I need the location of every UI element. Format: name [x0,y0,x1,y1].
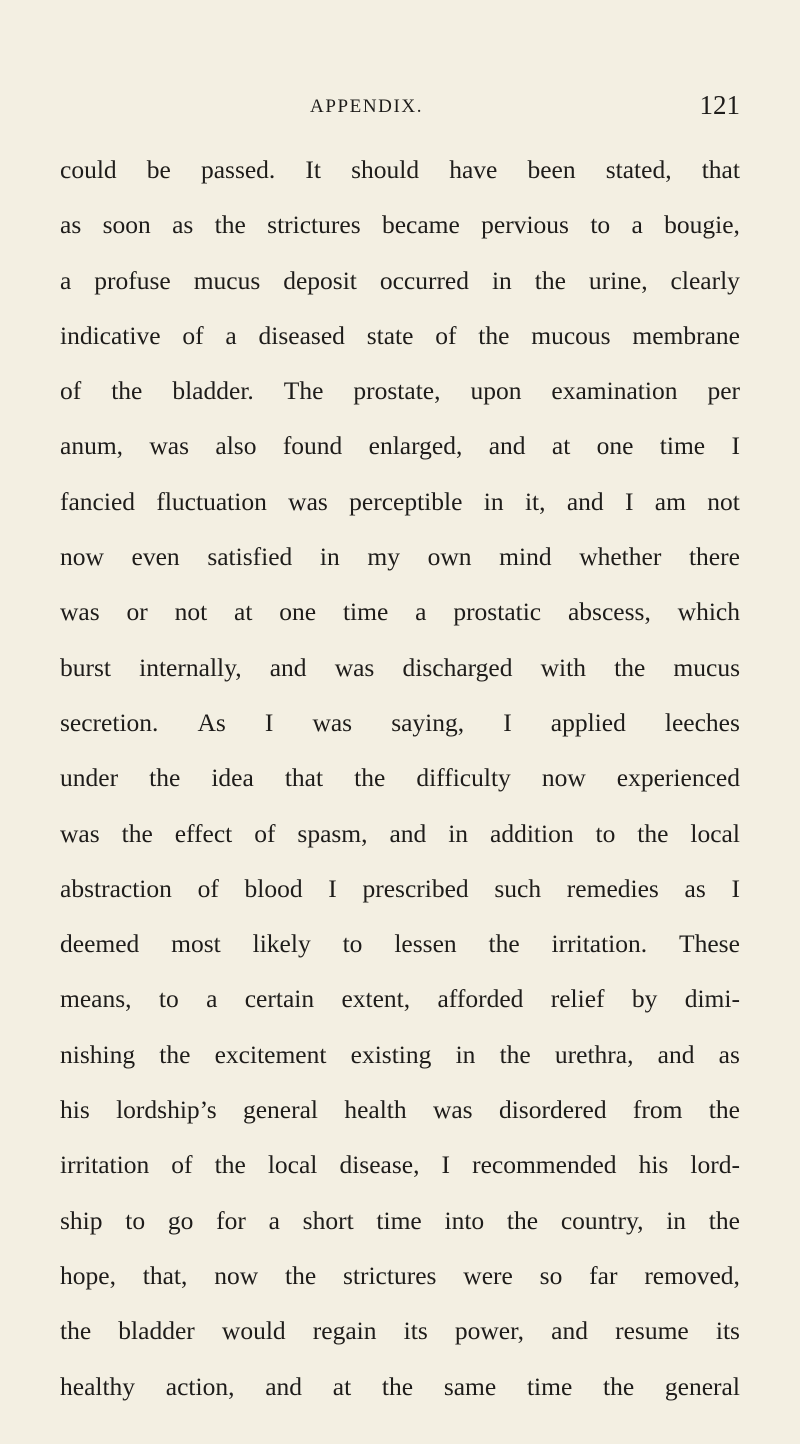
word: irritation [60,1150,150,1180]
word: existing [350,1039,432,1069]
word: blood [244,873,303,903]
word: I [264,707,274,737]
word: as [60,210,82,240]
word: extent, [341,984,411,1014]
text-line [60,197,740,252]
word: not [707,486,740,516]
word: a [225,320,237,350]
word: I [328,873,337,903]
word: whether [579,542,662,572]
word: dimi- [684,984,740,1014]
word: my [367,542,400,572]
word: regain [312,1316,377,1346]
word: the [354,763,386,793]
word: in [448,818,469,848]
word: bougie, [664,210,740,240]
word: mind [499,542,552,572]
word: and [566,486,604,516]
word: own [427,542,472,572]
word: perceptible [349,486,463,516]
word: I [441,1150,451,1180]
word: in [455,1039,476,1069]
word: to [595,818,616,848]
word: the [478,320,510,350]
word: certain [244,984,315,1014]
word: mucous [531,320,611,350]
word: and [551,1316,588,1346]
word: by [631,984,658,1014]
word: deposit [283,265,357,295]
text-line [60,916,740,971]
word: mucus [193,265,261,295]
word: urethra, [554,1039,634,1069]
word: mucus [673,652,740,682]
word: should [351,155,420,184]
word: also [215,431,257,461]
word: as [172,210,194,240]
word: its [715,1316,740,1346]
word: have [449,155,498,184]
word: that [701,155,740,184]
text-line [60,695,740,750]
word: that, [142,1260,188,1290]
text-line [60,1137,740,1192]
word: irritation. [551,929,648,959]
word: per [707,376,740,406]
word: the [708,1205,740,1235]
word: time [526,1371,573,1401]
word: idea [211,763,254,793]
word: which [677,597,740,627]
word: profuse [94,265,171,295]
word: from [632,1095,683,1125]
word: health [344,1095,407,1125]
word: bladder [118,1316,195,1346]
word: such [494,873,542,903]
word: into [444,1205,485,1235]
word: and [657,1039,695,1069]
word: discharged [402,652,513,682]
word: now [214,1260,259,1290]
word: the [708,1095,740,1125]
word: that [284,763,324,793]
word: strictures [267,210,361,240]
text-line [60,363,740,418]
word: and [265,1371,303,1401]
word: of [171,1150,193,1180]
word: a [415,597,427,627]
word: to [158,984,179,1014]
word: applied [550,707,626,737]
text-line [60,861,740,916]
word: the [603,1371,635,1401]
word: the [60,1316,92,1346]
word: I [731,431,740,461]
word: time [659,431,706,461]
word: most [171,929,221,959]
word: so [539,1260,563,1290]
word: there [688,542,740,572]
word: the [214,210,246,240]
word: and [389,818,427,848]
word: I [731,873,740,903]
word: a [60,265,72,295]
word: healthy [60,1371,136,1401]
word: was [60,597,100,627]
word: soon [102,210,151,240]
text-line [60,253,740,308]
word: or [126,597,148,627]
word: difficulty [416,763,511,793]
word: the [637,818,669,848]
word: urine, [588,265,648,295]
word: to [125,1205,146,1235]
word: the [111,376,143,406]
word: could [60,155,117,184]
word: abstraction [60,873,172,903]
text-line [60,1082,740,1137]
word: pervious [481,210,569,240]
word: membrane [632,320,740,350]
word: of [182,320,204,350]
word: internally, [139,652,242,682]
word: removed, [644,1260,740,1290]
word: the [488,929,520,959]
text-line [60,750,740,805]
word: the [506,1205,539,1235]
word: for [216,1205,246,1235]
text-line [60,142,740,197]
word: excitement [214,1039,327,1069]
word: his [638,1150,669,1180]
text-line [60,1248,740,1303]
word: prescribed [362,873,469,903]
word: local [690,818,740,848]
word: were [463,1260,513,1290]
word: in [491,265,512,295]
word: I [624,486,634,516]
word: likely [252,929,311,959]
word: lord- [690,1150,740,1180]
word: it, [524,486,546,516]
text-line [60,308,740,363]
word: lordship’s [116,1095,217,1125]
word: clearly [670,265,740,295]
word: examination [551,376,678,406]
word: These [679,929,740,959]
text-line [60,1193,740,1248]
word: and [269,652,307,682]
word: with [540,652,586,682]
word: general [664,1371,740,1401]
word: fluctuation [156,486,267,516]
word: go [167,1205,194,1235]
word: one [596,431,634,461]
word: recommended [472,1150,617,1180]
word: the [149,763,181,793]
word: power, [454,1316,524,1346]
page-number: 121 [699,90,740,120]
word: leeches [664,707,740,737]
word: abscess, [567,597,651,627]
word: upon [470,376,522,406]
word: be [146,155,171,184]
word: even [131,542,180,572]
word: the [499,1039,531,1069]
word: country, [560,1205,644,1235]
word: the [534,265,566,295]
word: became [381,210,460,240]
word: resume [615,1316,689,1346]
word: diseased [258,320,345,350]
word: indicative [60,320,161,350]
word: remedies [566,873,659,903]
word: was [288,486,328,516]
word: the [159,1039,191,1069]
word: of [197,873,219,903]
word: far [589,1260,618,1290]
text-line [60,1359,740,1414]
word: As [197,707,226,737]
word: been [527,155,576,184]
word: disordered [498,1095,607,1125]
word: at [234,597,253,627]
word: anum, [60,431,124,461]
word: in [666,1205,687,1235]
word: of [435,320,457,350]
word: of [60,376,82,406]
word: experienced [616,763,740,793]
word: as [684,873,706,903]
word: the [214,1150,246,1180]
running-title: APPENDIX. [310,96,424,117]
word: prostate, [353,376,441,406]
word: occurred [379,265,470,295]
word: of [254,818,276,848]
word: the [121,818,153,848]
word: addition [490,818,574,848]
word: I [503,707,512,737]
word: passed. [200,155,276,184]
word: its [403,1316,428,1346]
word: local [267,1150,318,1180]
word: one [279,597,317,627]
word: secretion. [60,707,159,737]
word: was [432,1095,473,1125]
word: found [282,431,343,461]
word: at [551,431,571,461]
word: not [174,597,208,627]
word: general [242,1095,319,1125]
text-line [60,640,740,695]
word: to [590,210,611,240]
word: stated, [605,155,672,184]
text-line [60,806,740,861]
word: nishing [60,1039,136,1069]
text-line [60,418,740,473]
word: bladder. [172,376,254,406]
word: and [488,431,526,461]
word: the [284,1260,317,1290]
word: was [149,431,190,461]
word: a [631,210,643,240]
text-line [60,1303,740,1358]
word: now [60,542,104,572]
word: his [60,1095,90,1125]
word: hope, [60,1260,116,1290]
word: action, [165,1371,235,1401]
body-text [60,142,740,1414]
word: prostatic [453,597,542,627]
word: as [718,1039,740,1069]
text-line [60,1027,740,1082]
word: the [614,652,646,682]
word: satisfied [207,542,293,572]
word: The [283,376,324,406]
word: under [60,763,119,793]
word: the [381,1371,414,1401]
word: to [342,929,363,959]
word: was [60,818,100,848]
word: was [312,707,353,737]
word: a [268,1205,280,1235]
word: in [319,542,340,572]
word: relief [550,984,605,1014]
word: am [654,486,686,516]
word: It [305,155,321,184]
word: time [342,597,389,627]
word: same [443,1371,497,1401]
word: time [376,1205,422,1235]
word: in [483,486,504,516]
word: state [366,320,414,350]
word: was [334,652,375,682]
running-head [60,90,740,130]
text-line [60,529,740,584]
word: at [332,1371,352,1401]
word: ship [60,1205,103,1235]
word: effect [174,818,233,848]
word: enlarged, [368,431,463,461]
word: fancied [60,486,136,516]
word: now [541,763,586,793]
word: disease, [339,1150,420,1180]
word: burst [60,652,111,682]
text-line [60,971,740,1026]
word: lessen [394,929,457,959]
word: a [206,984,218,1014]
word: spasm, [297,818,368,848]
word: saying, [391,707,465,737]
word: would [221,1316,286,1346]
word: short [302,1205,354,1235]
word: afforded [437,984,524,1014]
word: means, [60,984,132,1014]
text-line [60,584,740,639]
word: strictures [342,1260,437,1290]
word: deemed [60,929,140,959]
text-line [60,474,740,529]
